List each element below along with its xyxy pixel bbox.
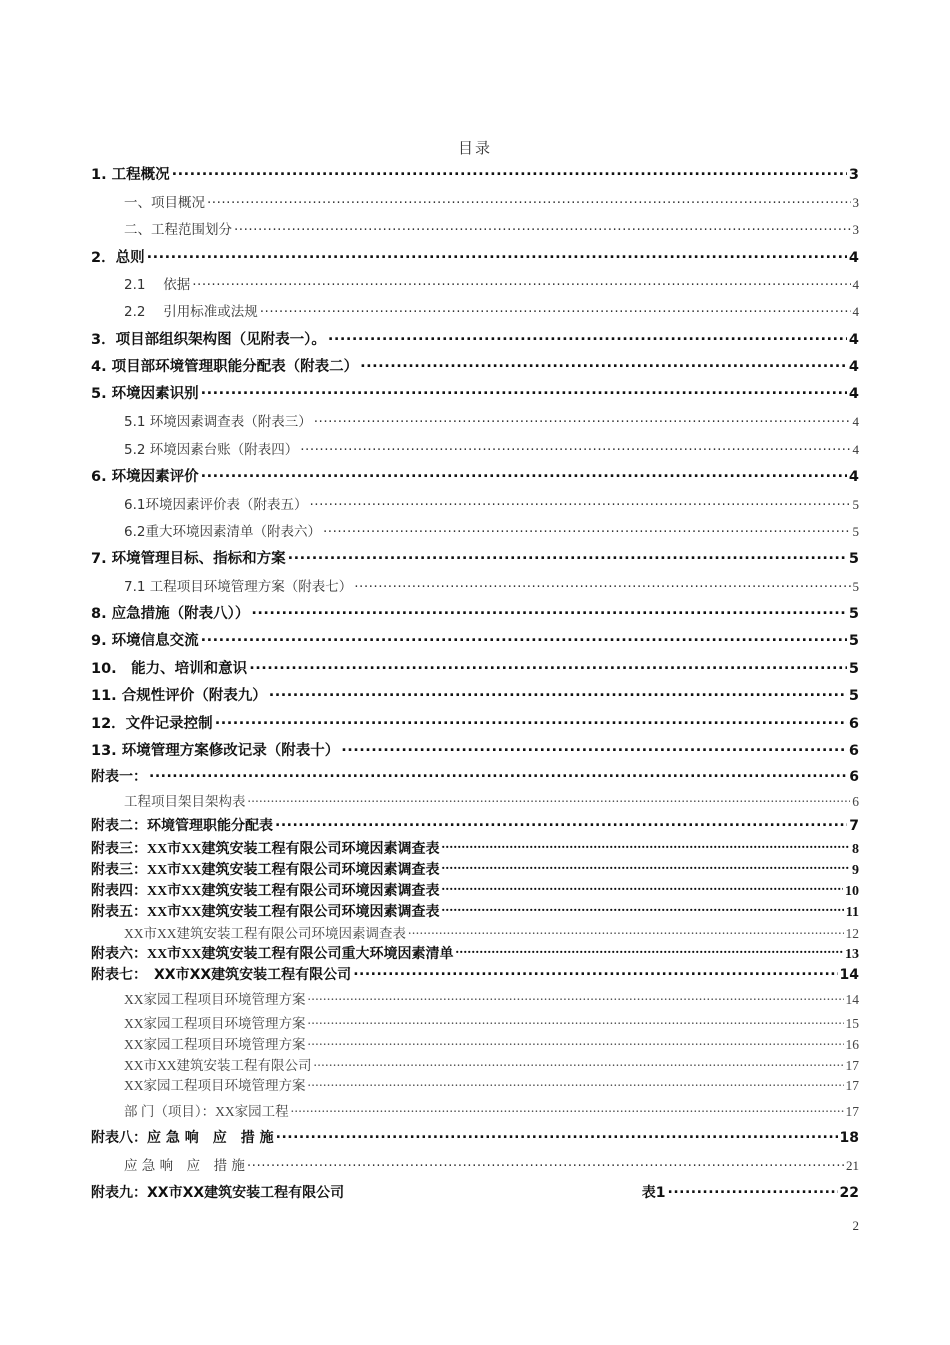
- toc-entry-page: 5: [852, 497, 859, 512]
- toc-entry-page: 4: [848, 469, 859, 485]
- toc-entry-page: 3: [848, 167, 859, 183]
- toc-entry[interactable]: [91, 739, 859, 760]
- toc-entry-page: 5: [848, 688, 859, 704]
- toc-entry-label: 附表五：XX市XX建筑安装工程有限公司环境因素调查表: [91, 905, 440, 920]
- toc-entry-page: 4: [852, 277, 859, 292]
- toc-entry-label: 2.1 依据: [124, 277, 191, 293]
- toc-title: 目录: [457, 139, 492, 157]
- toc-entry-label: 5.1 环境因素调查表（附表三）: [124, 414, 312, 430]
- toc-entry[interactable]: [91, 300, 859, 320]
- toc-entry-page: 12: [845, 926, 859, 941]
- toc-entry[interactable]: [91, 859, 859, 879]
- toc-entry-page: 7: [849, 818, 859, 834]
- toc-entry-label: 4. 项目部环境管理职能分配表（附表二）: [91, 359, 359, 375]
- toc-entry[interactable]: [91, 838, 859, 858]
- toc-entry[interactable]: [91, 493, 859, 513]
- toc-entry[interactable]: [91, 790, 859, 810]
- toc-entry-label: 10. 能力、培训和意识: [91, 661, 248, 677]
- toc-entry-label: 附表一：: [91, 769, 147, 785]
- toc-entry-label: XX市XX建筑安装工程有限公司: [124, 1058, 312, 1073]
- toc-entry-label: 附表七： XX市XX建筑安装工程有限公司: [91, 967, 352, 983]
- toc-entry-page: 4: [848, 359, 859, 375]
- toc-entry[interactable]: [91, 815, 859, 835]
- toc-entry-page: 6: [849, 769, 859, 785]
- toc-entry[interactable]: [91, 901, 859, 921]
- toc-entry[interactable]: [91, 1054, 859, 1074]
- toc-entry-page: 4: [848, 250, 859, 266]
- toc-entry-label: 6. 环境因素评价: [91, 469, 199, 485]
- toc-entry-label: 工程项目架目架构表: [124, 794, 246, 809]
- toc-entry[interactable]: [91, 218, 859, 238]
- toc-entry-page: 13: [845, 947, 859, 962]
- toc-entry[interactable]: [91, 684, 859, 705]
- toc-entry-label: 8. 应急措施（附表八））: [91, 606, 250, 622]
- toc-entry-label: 附表四：XX市XX建筑安装工程有限公司环境因素调查表: [91, 884, 440, 899]
- toc-entry[interactable]: [91, 1154, 859, 1174]
- toc-entry-extra: 表1: [641, 1185, 666, 1201]
- toc-entry[interactable]: [91, 943, 859, 963]
- toc-entry-page: 17: [845, 1058, 859, 1073]
- toc-entry-label: 附表三：XX市XX建筑安装工程有限公司环境因素调查表: [91, 863, 440, 878]
- toc-entry-label: XX家园工程项目环境管理方案: [124, 1016, 306, 1031]
- toc-entry-label: 7. 环境管理目标、指标和方案: [91, 551, 286, 567]
- toc-entry-label: 一、项目概况: [124, 195, 205, 211]
- toc-entry-page: 22: [839, 1185, 859, 1201]
- toc-entry[interactable]: [91, 273, 859, 293]
- toc-entry[interactable]: [91, 382, 859, 403]
- toc-entry[interactable]: [91, 246, 859, 267]
- toc-entry-label: 6.2重大环境因素清单（附表六）: [124, 524, 321, 540]
- toc-entry-label: 6.1环境因素评价表（附表五）: [124, 497, 308, 513]
- toc-entry-page: 5: [852, 524, 859, 539]
- toc-entry-page: 17: [845, 1104, 859, 1119]
- toc-entry-label: 2．总则: [91, 250, 145, 266]
- toc-entry[interactable]: [91, 1074, 859, 1094]
- toc-entry-page: 5: [848, 606, 859, 622]
- toc-entry[interactable]: [91, 1100, 859, 1120]
- toc-entry-page: 6: [848, 716, 859, 732]
- toc-entry-page: 4: [852, 414, 859, 429]
- toc-entry[interactable]: [91, 163, 859, 184]
- toc-entry-label: 附表八：应 急 响 应 措 施: [91, 1130, 274, 1146]
- toc-entry[interactable]: [91, 880, 859, 900]
- toc-entry-page: 5: [852, 579, 859, 594]
- toc-entry[interactable]: [91, 1033, 859, 1053]
- toc-entry-page: 3: [852, 222, 859, 237]
- toc-entry-label: 附表九：XX市XX建筑安装工程有限公司: [91, 1185, 345, 1201]
- toc-entry-label: XX市XX建筑安装工程有限公司环境因素调查表: [124, 926, 406, 941]
- toc-entry-label: 5.2 环境因素台账（附表四）: [124, 442, 299, 458]
- toc-entry-label: 3．项目部组织架构图（见附表一）。: [91, 332, 326, 348]
- toc-entry-page: 18: [839, 1130, 859, 1146]
- toc-entry-label: XX家园工程项目环境管理方案: [124, 992, 306, 1007]
- toc-entry-page: 15: [845, 1016, 859, 1031]
- toc-entry-page: 4: [852, 442, 859, 457]
- toc-entry[interactable]: [91, 520, 859, 540]
- toc-entry-label: XX家园工程项目环境管理方案: [124, 1078, 306, 1093]
- toc-entry[interactable]: [91, 988, 859, 1008]
- toc-entry-page: 21: [846, 1158, 859, 1173]
- toc-entry-page: 5: [848, 661, 859, 677]
- toc-entry-label: 附表三：XX市XX建筑安装工程有限公司环境因素调查表: [91, 842, 440, 857]
- toc-entry[interactable]: [91, 766, 859, 786]
- toc-entry-label: 二、工程范围划分: [124, 222, 232, 238]
- toc-entry-page: 10: [845, 884, 859, 899]
- toc-entry[interactable]: [91, 1012, 859, 1032]
- toc-entry-label: 应 急 响 应 措 施: [124, 1158, 245, 1174]
- toc-entry[interactable]: [91, 629, 859, 650]
- toc-entry-label: 11. 合规性评价（附表九）: [91, 688, 267, 704]
- toc-entry[interactable]: [91, 191, 859, 211]
- toc-entry-page: 4: [852, 304, 859, 319]
- toc-entry-page: 6: [848, 743, 859, 759]
- toc-entry-page: 9: [852, 863, 859, 878]
- toc-entry[interactable]: [91, 465, 859, 486]
- toc-entry[interactable]: [91, 328, 859, 349]
- toc-entry-page: 6: [852, 794, 859, 809]
- toc-entry[interactable]: [91, 657, 859, 678]
- toc-entry-label: 附表六：XX市XX建筑安装工程有限公司重大环境因素清单: [91, 947, 454, 962]
- toc-entry[interactable]: [91, 712, 859, 733]
- toc-entry-label: 12．文件记录控制: [91, 716, 213, 732]
- toc-entry-page: 5: [848, 551, 859, 567]
- toc-entry[interactable]: [91, 438, 859, 458]
- toc-entry[interactable]: [91, 547, 859, 568]
- toc-entry[interactable]: [91, 964, 859, 984]
- toc-entry[interactable]: [91, 1182, 859, 1202]
- toc-entry-label: 9. 环境信息交流: [91, 633, 199, 649]
- toc-entry-page: 3: [852, 195, 859, 210]
- page-number: 2: [852, 1218, 859, 1233]
- toc-entry-page: 8: [852, 842, 859, 857]
- toc-entry-label: 部 门（项目）：XX家园工程: [124, 1104, 289, 1119]
- toc-entry-page: 14: [839, 967, 859, 983]
- toc-entry-label: 1. 工程概况: [91, 167, 170, 183]
- toc-entry-label: 7.1 工程项目环境管理方案（附表七）: [124, 579, 353, 595]
- toc-entry-label: XX家园工程项目环境管理方案: [124, 1037, 306, 1052]
- toc-entry-page: 5: [848, 633, 859, 649]
- toc-entry[interactable]: [91, 922, 859, 942]
- toc-entry-page: 14: [845, 992, 859, 1007]
- toc-entry[interactable]: [91, 575, 859, 595]
- toc-entry[interactable]: [91, 602, 859, 623]
- toc-entry-page: 17: [845, 1078, 859, 1093]
- toc-entry[interactable]: [91, 410, 859, 430]
- toc-entry-label: 附表二：环境管理职能分配表: [91, 818, 273, 834]
- toc-entry-page: 4: [848, 332, 859, 348]
- toc-entry[interactable]: [91, 355, 859, 376]
- toc-entry-page: 11: [845, 905, 859, 920]
- toc-entry-label: 2.2 引用标准或法规: [124, 304, 258, 320]
- toc-entry-label: 5. 环境因素识别: [91, 386, 199, 402]
- toc-entry-page: 16: [845, 1037, 859, 1052]
- toc-entry-label: 13. 环境管理方案修改记录（附表十）: [91, 743, 340, 759]
- toc-entry[interactable]: [91, 1127, 859, 1147]
- toc-entry-page: 4: [848, 386, 859, 402]
